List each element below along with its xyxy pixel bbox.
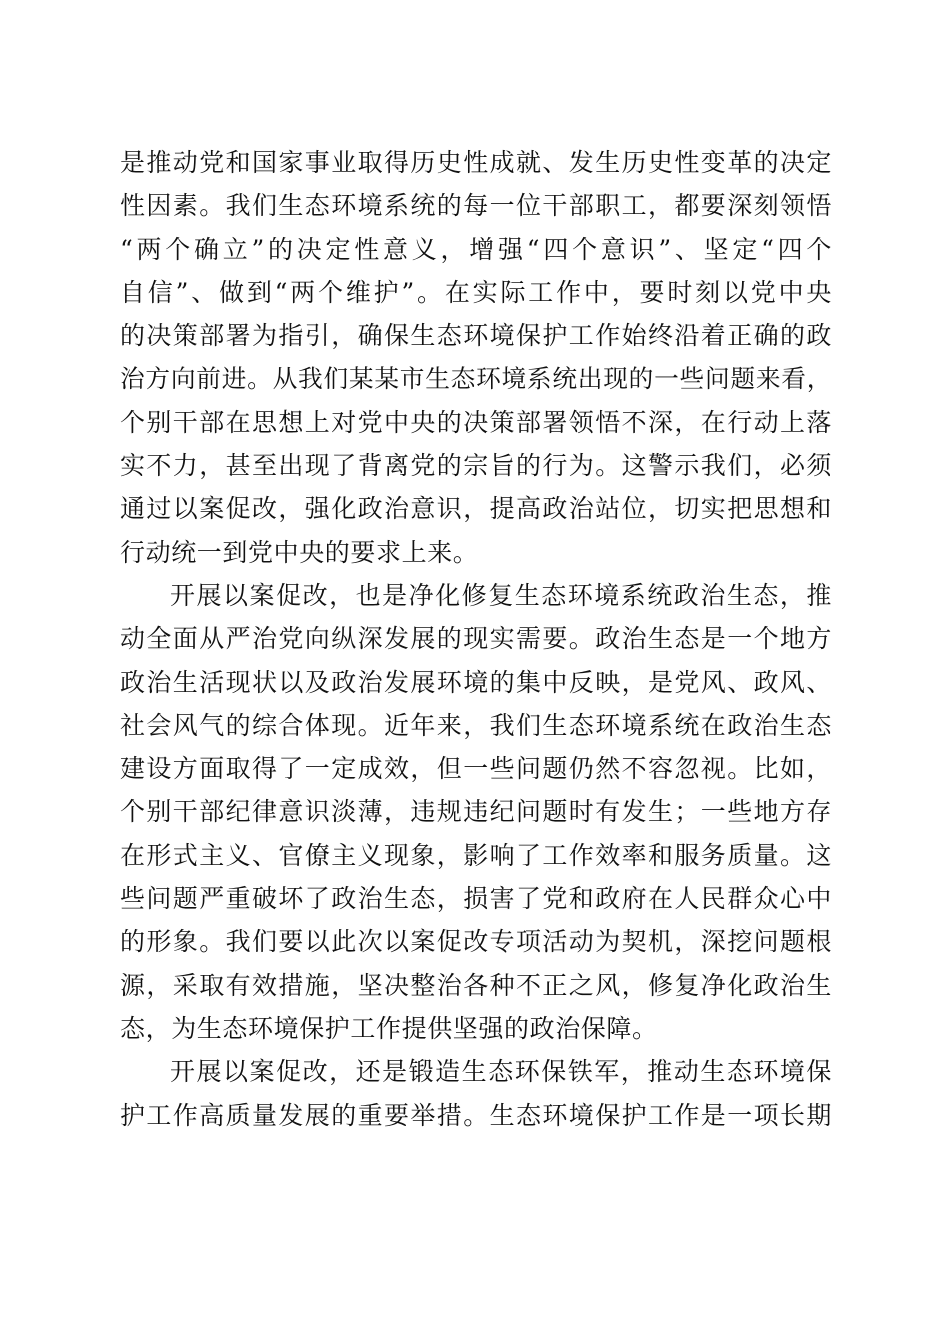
text-line: 在形式主义、官僚主义现象，影响了工作效率和服务质量。这 [120, 840, 832, 870]
text-line: 个别干部纪律意识淡薄，违规违纪问题时有发生；一些地方存 [120, 797, 832, 827]
text-line: 源，采取有效措施，坚决整治各种不正之风，修复净化政治生 [120, 970, 832, 1000]
text-line: 是推动党和国家事业取得历史性成就、发生历史性变革的决定 [120, 148, 832, 177]
text-line: 治方向前进。从我们某某市生态环境系统出现的一些问题来看， [120, 364, 832, 394]
text-line: 自信”、做到“两个维护”。在实际工作中，要时刻以党中央 [120, 277, 832, 307]
text-line: 护工作高质量发展的重要举措。生态环境保护工作是一项长期 [120, 1100, 832, 1130]
text-line: 行动统一到党中央的要求上来。 [120, 537, 479, 567]
text-line: 个别干部在思想上对党中央的决策部署领悟不深，在行动上落 [120, 407, 832, 437]
text-line: “两个确立”的决定性意义，增强“四个意识”、坚定“四个 [120, 234, 832, 264]
text-line: 社会风气的综合体现。近年来，我们生态环境系统在政治生态 [120, 710, 832, 740]
text-line: 建设方面取得了一定成效，但一些问题仍然不容忽视。比如， [120, 754, 832, 784]
text-line: 的形象。我们要以此次以案促改专项活动为契机，深挖问题根 [120, 927, 832, 957]
text-line: 通过以案促改，强化政治意识，提高政治站位，切实把思想和 [120, 494, 832, 524]
body-text [120, 141, 832, 1137]
text-line: 态，为生态环境保护工作提供坚强的政治保障。 [120, 1013, 658, 1043]
text-line: 的决策部署为指引，确保生态环境保护工作始终沿着正确的政 [120, 321, 832, 351]
paragraph-first-line: 开展以案促改，还是锻造生态环保铁军，推动生态环境保 [170, 1057, 832, 1087]
text-line: 些问题严重破坏了政治生态，损害了党和政府在人民群众心中 [120, 884, 832, 914]
text-line: 政治生活现状以及政治发展环境的集中反映，是党风、政风、 [120, 667, 832, 697]
text-line: 动全面从严治党向纵深发展的现实需要。政治生态是一个地方 [120, 624, 832, 654]
text-line: 实不力，甚至出现了背离党的宗旨的行为。这警示我们，必须 [120, 451, 832, 481]
paragraph-first-line: 开展以案促改，也是净化修复生态环境系统政治生态，推 [170, 580, 832, 610]
text-line: 性因素。我们生态环境系统的每一位干部职工，都要深刻领悟 [120, 191, 832, 221]
